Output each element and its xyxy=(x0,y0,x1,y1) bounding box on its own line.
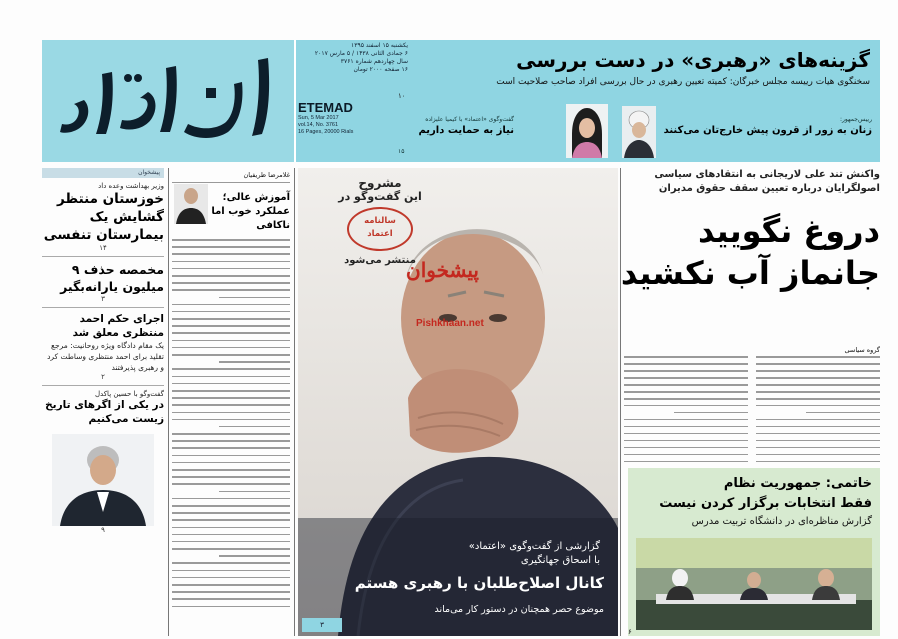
opinion-author-name: غلامرضا ظریفیان xyxy=(243,171,290,179)
lead-photo-story[interactable] xyxy=(298,168,618,636)
text-line xyxy=(172,570,290,572)
text-line xyxy=(756,440,880,442)
logo-box xyxy=(42,40,296,162)
text-line xyxy=(756,384,880,386)
text-line xyxy=(219,361,290,363)
lead-caption-sub: موضوع حصر همچنان در دستور کار می‌ماند xyxy=(434,604,604,615)
president-photo xyxy=(622,106,656,158)
text-line xyxy=(172,462,290,464)
lead-caption-label xyxy=(469,540,600,568)
text-line xyxy=(756,454,880,456)
author-photo xyxy=(174,184,208,224)
text-line xyxy=(172,268,290,270)
text-line xyxy=(172,404,290,406)
text-line xyxy=(172,397,290,399)
khatami-story[interactable] xyxy=(628,468,880,636)
stamp-line-1: مشروح xyxy=(358,176,402,190)
text-line xyxy=(624,433,748,435)
text-line xyxy=(624,398,748,400)
text-line xyxy=(624,461,748,463)
issue-date-hijri: ۶ جمادی الثانی ۱۴۳۸ / ۵ مارس ۲۰۱۷ xyxy=(314,50,408,57)
text-line xyxy=(756,391,880,393)
khatami-headline-1: خاتمی: جمهوریت نظام xyxy=(723,476,872,491)
story3-page: ۲ xyxy=(101,373,105,381)
text-line xyxy=(756,426,880,428)
issue-volume-en: vol.14, No. 3761 xyxy=(298,122,339,128)
text-line xyxy=(756,461,880,463)
pakdel-photo xyxy=(42,434,164,526)
issue-meta xyxy=(298,42,408,160)
text-line xyxy=(624,377,748,379)
seal-line-1: سالنامه xyxy=(364,216,396,226)
watermark-fa: پیشخوان xyxy=(406,258,479,282)
text-line xyxy=(756,419,880,421)
text-line xyxy=(172,390,290,392)
text-line xyxy=(806,412,880,414)
text-line xyxy=(172,498,290,500)
lead-caption-label-2: با اسحاق جهانگیری xyxy=(520,555,600,566)
story2-page: ۳ xyxy=(101,295,105,303)
khatami-photo xyxy=(636,538,872,630)
text-line xyxy=(172,527,290,529)
teaser-president[interactable] xyxy=(632,102,872,158)
teaser-kimia[interactable] xyxy=(394,102,514,158)
text-line xyxy=(172,354,290,356)
story3-headline[interactable]: اجرای حکم احمد منتظری معلق شد xyxy=(72,313,164,339)
text-line xyxy=(219,426,290,428)
lead-caption-label-1: گزارشی از گفت‌وگوی «اعتماد» xyxy=(468,541,600,552)
issue-price-fa: ۱۶ صفحه ۲۰۰۰ تومان xyxy=(353,66,408,73)
text-line xyxy=(219,555,290,557)
stamp-line-2: این گفت‌وگو در xyxy=(338,190,422,203)
left-separator-3 xyxy=(42,385,164,386)
top-headline-page: ۱۰ xyxy=(398,92,406,100)
text-line xyxy=(172,325,290,327)
stamp-line-3: منتشر می‌شود xyxy=(344,255,416,266)
text-line xyxy=(624,370,748,372)
main-body-header: گروه سیاسی xyxy=(844,346,880,354)
story4-headline[interactable]: در یکی از اگرهای تاریخ زیست می‌کنیم xyxy=(45,399,164,425)
text-line xyxy=(172,562,290,564)
pakdel-portrait-icon xyxy=(42,434,164,526)
main-story-column xyxy=(620,168,880,636)
issue-date-fa: یکشنبه ۱۵ اسفند ۱۳۹۵ xyxy=(351,42,408,49)
text-line xyxy=(172,253,290,255)
lead-page-badge xyxy=(302,618,342,632)
text-line xyxy=(172,376,290,378)
president-portrait-icon xyxy=(622,106,656,158)
text-line xyxy=(172,584,290,586)
column-rule-2 xyxy=(294,168,295,636)
annual-seal xyxy=(347,207,413,251)
text-line xyxy=(172,591,290,593)
story4-kicker: گفت‌وگو با حسین پاکدل xyxy=(94,390,164,398)
text-line xyxy=(624,447,748,449)
kimia-portrait-icon xyxy=(566,104,608,158)
text-line xyxy=(674,412,748,414)
issue-date-en: Sun, 5 Mar 2017 xyxy=(298,115,339,121)
text-line xyxy=(624,391,748,393)
text-line xyxy=(172,534,290,536)
text-line xyxy=(756,447,880,449)
text-line xyxy=(756,370,880,372)
text-line xyxy=(624,356,748,358)
text-line xyxy=(219,491,290,493)
text-line xyxy=(624,454,748,456)
text-line xyxy=(172,412,290,414)
text-line xyxy=(172,541,290,543)
author-portrait-icon xyxy=(174,184,208,224)
text-line xyxy=(172,440,290,442)
text-line xyxy=(172,261,290,263)
text-line xyxy=(172,606,290,608)
main-body-left xyxy=(624,346,748,468)
text-line xyxy=(756,377,880,379)
text-line xyxy=(172,512,290,514)
text-line xyxy=(172,282,290,284)
left-column xyxy=(42,168,164,636)
top-subhead: سخنگوی هیات رییسه مجلس خبرگان: کمیته تعیین رهبری در حال بررسی افراد صاحب صلاحیت است xyxy=(496,77,870,87)
khatami-headline-2: فقط انتخابات برگزار کردن نیست xyxy=(659,496,872,511)
lead-page-number: ۳ xyxy=(320,621,324,629)
left-separator-1 xyxy=(42,256,164,257)
text-line xyxy=(172,548,290,550)
watermark-en: Pishkhaan.net xyxy=(416,318,484,329)
text-line xyxy=(756,433,880,435)
opinion-body-text xyxy=(172,239,290,607)
text-line xyxy=(756,363,880,365)
story1-page: ۱۴ xyxy=(99,244,107,252)
main-kicker-1: واکنش تند علی لاریجانی به انتقادهای سیاسی xyxy=(654,169,880,180)
main-body-right xyxy=(756,346,880,468)
text-line xyxy=(172,505,290,507)
text-line xyxy=(756,405,880,407)
text-line xyxy=(624,419,748,421)
text-line xyxy=(172,318,290,320)
teaser-kimia-title: نیاز به حمایت داریم xyxy=(418,125,514,136)
text-line xyxy=(172,433,290,435)
column-rule-3 xyxy=(620,168,621,636)
seal-line-2: اعتماد xyxy=(367,229,393,239)
text-line xyxy=(624,426,748,428)
main-kicker-2: اصولگرایان درباره تعیین سقف حقوق مدیران xyxy=(658,183,880,194)
panel-photo-icon xyxy=(636,538,872,630)
kimia-photo xyxy=(566,104,608,158)
text-line xyxy=(756,398,880,400)
text-line xyxy=(172,419,290,421)
text-line xyxy=(172,275,290,277)
teaser-president-label: رییس‌جمهور: xyxy=(840,116,872,123)
top-headline[interactable]: گزینه‌های «رهبری» در دست بررسی xyxy=(516,48,870,72)
khatami-page: ۶ xyxy=(628,628,632,636)
main-body-left-spacer xyxy=(624,346,748,356)
issue-volume-fa: سال چهاردهم شماره ۳۷۶۱ xyxy=(340,58,408,65)
paper-name-en: ETEMAD xyxy=(298,100,353,115)
text-line xyxy=(624,405,748,407)
text-line xyxy=(172,289,290,291)
opinion-title[interactable]: آموزش عالی؛ عملکرد خوب اما ناکافی xyxy=(211,192,290,231)
story4-page: ۹ xyxy=(101,526,105,534)
text-line xyxy=(172,476,290,478)
story1-kicker: وزیر بهداشت وعده داد xyxy=(98,182,164,190)
text-line xyxy=(172,447,290,449)
text-line xyxy=(172,239,290,241)
text-line xyxy=(172,519,290,521)
etemad-logo xyxy=(56,52,284,152)
interview-stamp xyxy=(320,176,440,266)
lead-caption-title[interactable]: کانال اصلاح‌طلبان با رهبری هستم xyxy=(354,574,604,592)
text-line xyxy=(172,347,290,349)
main-headline-2[interactable]: جانماز آب نکشید xyxy=(620,254,880,292)
main-headline-1[interactable]: دروغ نگویید xyxy=(698,212,880,250)
teaser-president-title: زنان به زور از قرون پیش خارج‌تان می‌کنند xyxy=(663,125,872,136)
text-line xyxy=(172,483,290,485)
text-line xyxy=(172,383,290,385)
text-line xyxy=(624,384,748,386)
text-line xyxy=(172,332,290,334)
story3-body: یک مقام دادگاه ویژه روحانیت: مرجع تقلید برای احمد منتظری وساطت کرد و رهبری پذیرفتند xyxy=(47,341,164,372)
issue-price-en: 16 Pages, 20000 Rials xyxy=(298,129,354,135)
text-line xyxy=(624,363,748,365)
story2-headline[interactable]: مخمصه حذف ۹ میلیون یارانه‌بگیر xyxy=(60,262,164,294)
teaser-kimia-page: ۱۵ xyxy=(398,148,405,155)
text-line xyxy=(172,311,290,313)
text-line xyxy=(172,304,290,306)
text-line xyxy=(172,246,290,248)
text-line xyxy=(172,340,290,342)
column-rule-1 xyxy=(168,168,169,636)
opinion-column xyxy=(172,168,290,636)
text-line xyxy=(172,469,290,471)
left-tag: پیشخوان xyxy=(42,168,164,178)
text-line xyxy=(172,598,290,600)
teaser-kimia-label: گفت‌وگوی «اعتماد» با کیمیا علیزاده xyxy=(425,116,514,123)
left-separator-2 xyxy=(42,307,164,308)
opinion-author xyxy=(172,168,290,183)
text-line xyxy=(172,368,290,370)
text-line xyxy=(172,455,290,457)
text-line xyxy=(756,356,880,358)
khatami-subhead: گزارش مناظره‌ای در دانشگاه تربیت مدرس xyxy=(691,516,872,527)
story1-headline[interactable]: خوزستان منتظر گشایش یک بیمارستان تنفسی xyxy=(43,191,164,243)
text-line xyxy=(624,440,748,442)
masthead xyxy=(42,40,880,162)
text-line xyxy=(219,297,290,299)
text-line xyxy=(172,577,290,579)
